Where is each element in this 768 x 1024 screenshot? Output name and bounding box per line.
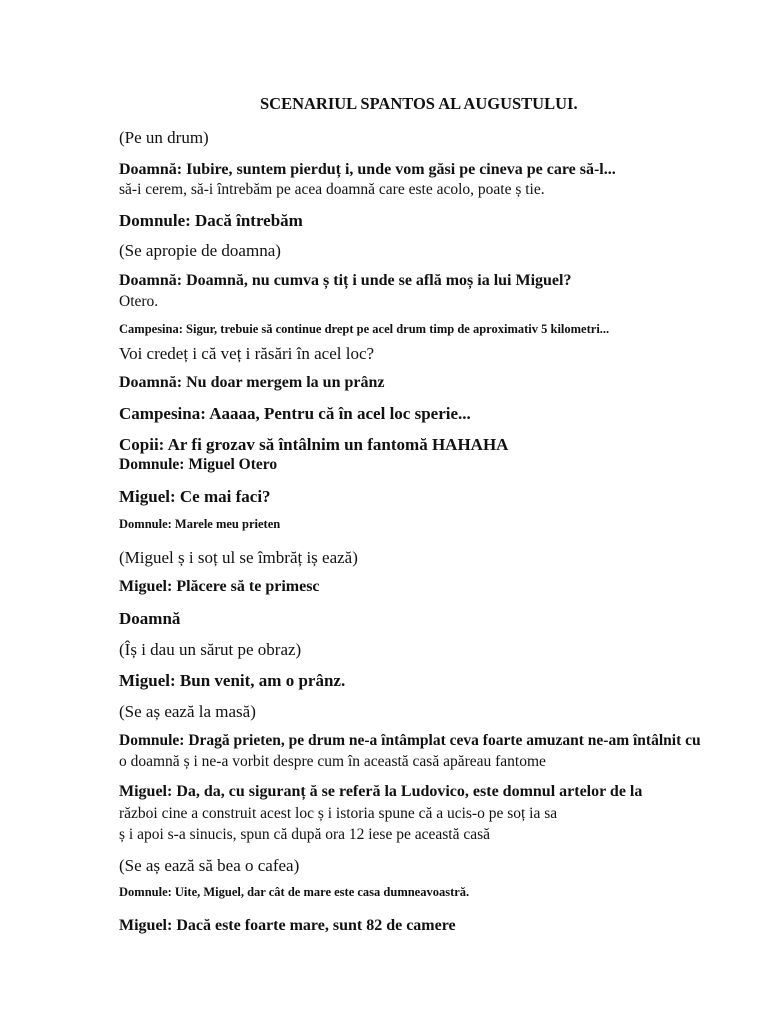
dialogue-continuation: Otero.	[119, 293, 159, 310]
dialogue-line: Campesina: Sigur, trebuie să continue drept pe acel drum timp de aproximativ 5 kilometri...	[119, 322, 610, 336]
dialogue-line: Domnule: Uite, Miguel, dar cât de mare este casa dumneavoastră.	[119, 885, 470, 899]
dialogue-continuation: Voi credeț i că veț i răsări în acel loc?	[119, 344, 375, 363]
dialogue-line: Doamnă	[119, 609, 181, 628]
dialogue-line: Doamnă: Iubire, suntem pierduț i, unde vom găsi pe cineva pe care să-l...	[119, 161, 616, 178]
stage-direction: (Se aș ează la masă)	[119, 702, 256, 721]
dialogue-line: Copii: Ar fi grozav să întâlnim un fantomă HAHAHA	[119, 435, 509, 454]
stage-direction: (Se apropie de doamna)	[119, 241, 281, 260]
stage-direction: (Îș i dau un sărut pe obraz)	[119, 640, 302, 659]
dialogue-continuation: război cine a construit acest loc ș i istoria spune că a ucis-o pe soț ia sa	[119, 805, 558, 822]
stage-direction: (Se aș ează să bea o cafea)	[119, 856, 300, 875]
dialogue-line: Domnule: Dacă întrebăm	[119, 211, 303, 230]
dialogue-line: Domnule: Marele meu prieten	[119, 517, 281, 531]
dialogue-continuation: ș i apoi s-a sinucis, spun că după ora 12 iese pe această casă	[119, 826, 491, 843]
dialogue-line: Doamnă: Nu doar mergem la un prânz	[119, 374, 385, 391]
stage-direction: (Miguel ș i soț ul se îmbrăț iș ează)	[119, 548, 358, 567]
dialogue-continuation: o doamnă ș i ne-a vorbit despre cum în această casă apăreau fantome	[119, 753, 546, 770]
dialogue-line: Miguel: Ce mai faci?	[119, 487, 271, 506]
dialogue-line: Miguel: Bun venit, am o prânz.	[119, 671, 346, 690]
dialogue-line: Miguel: Da, da, cu siguranț ă se referă la Ludovico, este domnul artelor de la	[119, 783, 643, 800]
dialogue-line: Domnule: Dragă prieten, pe drum ne-a întâmplat ceva foarte amuzant ne-am întâlnit cu	[119, 732, 701, 749]
dialogue-line: Campesina: Aaaaa, Pentru că în acel loc sperie...	[119, 404, 471, 423]
document-title: SCENARIUL SPANTOS AL AUGUSTULUI.	[260, 94, 578, 113]
dialogue-line: Domnule: Miguel Otero	[119, 456, 278, 473]
dialogue-continuation: să-i cerem, să-i întrebăm pe acea doamnă care este acolo, poate ș tie.	[119, 181, 545, 198]
stage-direction: (Pe un drum)	[119, 128, 209, 147]
dialogue-line: Miguel: Plăcere să te primesc	[119, 578, 320, 595]
dialogue-line: Doamnă: Doamnă, nu cumva ș tiț i unde se află moș ia lui Miguel?	[119, 272, 572, 289]
dialogue-line: Miguel: Dacă este foarte mare, sunt 82 de camere	[119, 917, 456, 934]
